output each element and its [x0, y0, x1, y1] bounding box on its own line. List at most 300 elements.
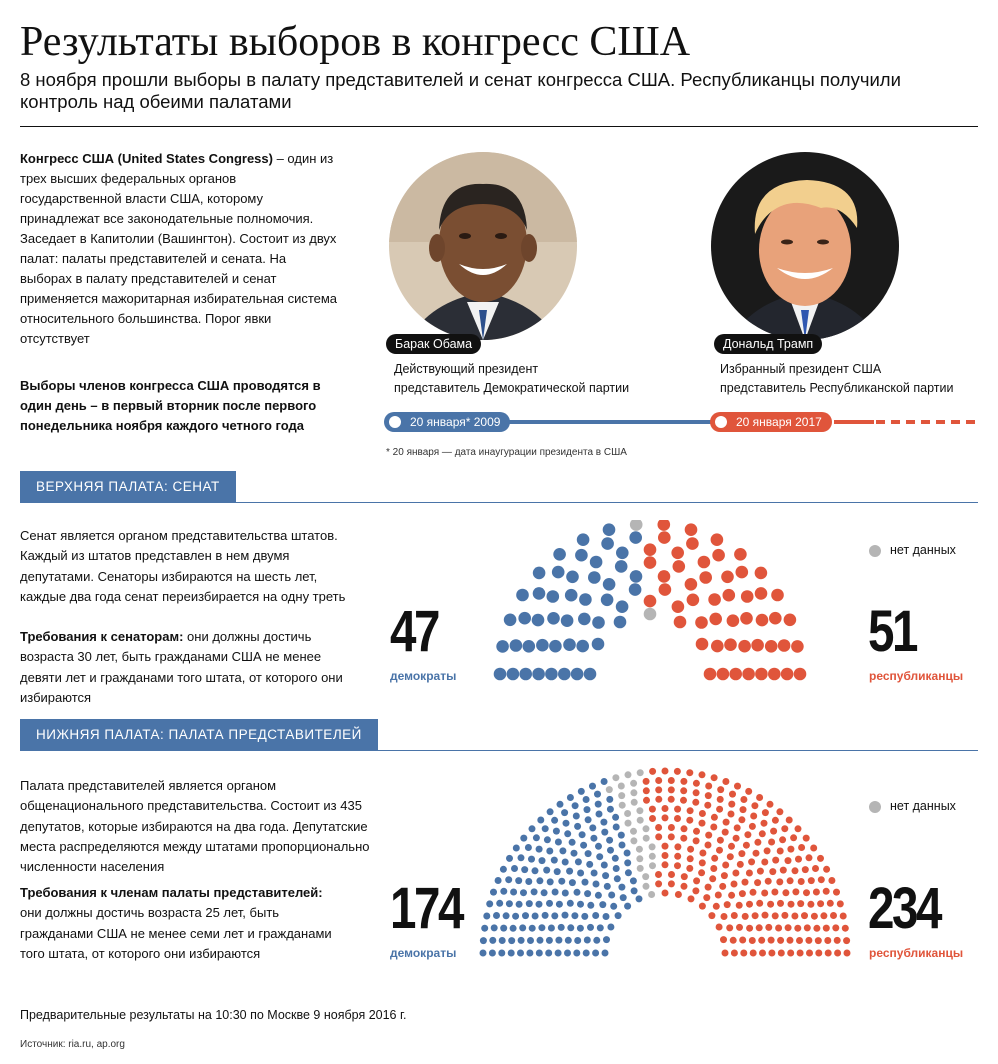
seat-republican [655, 871, 662, 878]
seat-republican [674, 815, 681, 822]
seat-republican [794, 668, 807, 681]
seat-democrat [552, 566, 565, 579]
seat-democrat [574, 937, 581, 944]
seat-no-data [612, 774, 619, 781]
seat-democrat [616, 600, 629, 613]
seat-republican [709, 875, 716, 882]
seat-republican [754, 839, 761, 846]
seat-republican [731, 912, 738, 919]
seat-democrat [567, 794, 574, 801]
seat-republican [779, 836, 786, 843]
seat-democrat [558, 924, 565, 931]
seat-republican [742, 668, 755, 681]
seat-republican [699, 571, 712, 584]
seat-democrat [612, 814, 619, 821]
seat-republican [750, 889, 757, 896]
seat-democrat [547, 808, 554, 815]
seat-democrat [536, 950, 543, 957]
seat-republican [815, 950, 822, 957]
seat-republican [764, 847, 771, 854]
seat-republican [662, 768, 669, 775]
seat-democrat [483, 913, 490, 920]
seat-republican [699, 903, 706, 910]
obama-portrait [389, 152, 577, 340]
seat-democrat [612, 855, 619, 862]
seat-republican [719, 883, 726, 890]
seat-democrat [629, 583, 642, 596]
seat-republican [687, 594, 700, 607]
seat-republican [686, 817, 693, 824]
seat-republican [775, 925, 782, 932]
seat-democrat [521, 866, 528, 873]
seat-no-data [618, 792, 625, 799]
seat-republican [644, 543, 657, 556]
senate-dem-label: демократы [390, 669, 457, 683]
seat-democrat [536, 877, 543, 884]
seat-republican [674, 862, 681, 869]
seat-democrat [587, 924, 594, 931]
seat-democrat [536, 846, 543, 853]
seat-republican [787, 950, 794, 957]
seat-republican [662, 890, 669, 897]
seat-republican [771, 589, 784, 602]
seat-democrat [523, 640, 536, 653]
seat-democrat [549, 640, 562, 653]
seat-democrat [512, 913, 519, 920]
seat-democrat [624, 903, 631, 910]
seat-republican [777, 848, 784, 855]
seat-democrat [508, 950, 515, 957]
seat-republican [728, 811, 735, 818]
seat-republican [722, 829, 729, 836]
seat-republican [740, 950, 747, 957]
seat-democrat [565, 937, 572, 944]
seat-republican [727, 614, 740, 627]
seat-republican [759, 830, 766, 837]
seat-democrat [553, 548, 566, 561]
seat-democrat [593, 881, 600, 888]
seat-republican [726, 924, 733, 931]
seat-democrat [584, 668, 597, 681]
seat-republican [674, 806, 681, 813]
seat-republican [739, 890, 746, 897]
seat-democrat [616, 547, 629, 560]
seat-democrat [533, 834, 540, 841]
seat-republican [655, 786, 662, 793]
seat-republican [736, 566, 749, 579]
seat-republican [820, 912, 827, 919]
seat-republican [681, 825, 688, 832]
obama-inauguration-date [384, 412, 510, 432]
seat-republican [686, 769, 693, 776]
house-section-line [20, 750, 978, 751]
seat-democrat [614, 616, 627, 629]
seat-republican [693, 828, 700, 835]
seat-republican [772, 817, 779, 824]
seat-no-data [644, 608, 657, 621]
seat-democrat [541, 889, 548, 896]
seat-republican [671, 547, 684, 560]
seat-democrat [480, 937, 487, 944]
intro-body: – один из трех высших федеральных органов государственной власти США, которому принадлежат все законодательные полномочия. Заседает в Капитолии (Вашингтон). Состоит из двух палат: палаты представителей и сената. На выборах в палату представителей и сенат применяется мажоритарная избирательная система относительного большинства. Порог явки отсутствует [20, 151, 338, 346]
seat-republican [717, 796, 724, 803]
seat-democrat [518, 854, 525, 861]
seat-democrat [584, 806, 591, 813]
seat-republican [801, 912, 808, 919]
seat-republican [728, 843, 735, 850]
seat-no-data [637, 769, 644, 776]
seat-republican [724, 638, 737, 651]
senate-rep-count: 51 [868, 599, 916, 664]
page-title: Результаты выборов в конгресс США [20, 19, 691, 65]
seat-democrat [552, 889, 559, 896]
seat-democrat [504, 614, 517, 627]
seat-republican [767, 801, 774, 808]
seat-democrat [579, 831, 586, 838]
seat-republican [749, 937, 756, 944]
seat-republican [832, 924, 839, 931]
seat-republican [734, 548, 747, 561]
seat-democrat [631, 887, 638, 894]
seat-republican [787, 846, 794, 853]
seat-democrat [491, 924, 498, 931]
seat-republican [765, 878, 772, 885]
seat-republican [813, 889, 820, 896]
seat-republican [807, 901, 814, 908]
seat-republican [756, 924, 763, 931]
seat-democrat [545, 668, 558, 681]
seat-republican [658, 520, 671, 531]
seat-democrat [551, 857, 558, 864]
seat-republican [734, 824, 741, 831]
seat-republican [787, 937, 794, 944]
seat-democrat [614, 875, 621, 882]
seat-republican [720, 936, 727, 943]
seat-republican [644, 556, 657, 569]
seat-republican [812, 865, 819, 872]
seat-no-data [631, 799, 638, 806]
senate-description: Сенат является органом представительства штатов. Каждый из штатов представлен в нем двумя депутатами. Сенаторы избираются на шесть лет, каждые два года сенат переизбирается на одну треть [20, 528, 346, 604]
seat-republican [792, 888, 799, 895]
seat-democrat [575, 858, 582, 865]
seat-no-data [636, 807, 643, 814]
seat-republican [802, 866, 809, 873]
seat-republican [686, 865, 693, 872]
seat-republican [751, 639, 764, 652]
seat-no-data [643, 835, 650, 842]
seat-republican [736, 902, 743, 909]
seat-democrat [599, 901, 606, 908]
seat-republican [696, 638, 709, 651]
seat-republican [722, 778, 729, 785]
seat-democrat [592, 912, 599, 919]
seat-republican [711, 533, 724, 546]
seat-republican [810, 845, 817, 852]
seat-republican [777, 937, 784, 944]
seat-democrat [495, 877, 502, 884]
senate-section-line [20, 502, 978, 503]
seat-no-data [642, 873, 649, 880]
seat-republican [710, 824, 717, 831]
house-req-label: Требования к членам палаты представителей: [20, 885, 323, 900]
seat-democrat [516, 901, 523, 908]
seat-republican [786, 817, 793, 824]
seat-republican [655, 777, 662, 784]
seat-democrat [573, 813, 580, 820]
seat-democrat [573, 950, 580, 957]
seat-republican [731, 881, 738, 888]
seat-democrat [538, 924, 545, 931]
seat-democrat [533, 587, 546, 600]
seat-democrat [542, 825, 549, 832]
seat-republican [717, 786, 724, 793]
seat-no-data [618, 783, 625, 790]
seat-republican [643, 787, 650, 794]
seat-no-data [630, 837, 637, 844]
seat-republican [644, 595, 657, 608]
seat-republican [769, 612, 782, 625]
seat-republican [738, 850, 745, 857]
seat-democrat [575, 549, 588, 562]
timeline-marker-icon [715, 416, 727, 428]
seat-democrat [499, 937, 506, 944]
seat-republican [699, 859, 706, 866]
seat-democrat [548, 925, 555, 932]
senate-dem-count: 47 [390, 599, 438, 664]
house-nodata-legend-label: нет данных [890, 799, 956, 813]
seat-democrat [630, 877, 637, 884]
seat-democrat [584, 890, 591, 897]
seat-republican [755, 567, 768, 580]
seat-republican [740, 806, 747, 813]
seat-republican [668, 824, 675, 831]
seat-republican [728, 801, 735, 808]
header-divider [20, 126, 978, 127]
seat-republican [731, 950, 738, 957]
seat-democrat [536, 901, 543, 908]
seat-democrat [581, 913, 588, 920]
seat-republican [723, 589, 736, 602]
seat-republican [805, 937, 812, 944]
seat-democrat [537, 937, 544, 944]
seat-democrat [555, 950, 562, 957]
seat-republican [680, 787, 687, 794]
seat-republican [813, 925, 820, 932]
seat-democrat [607, 847, 614, 854]
trump-description [720, 360, 953, 398]
seat-democrat [601, 862, 608, 869]
seat-democrat [585, 816, 592, 823]
seat-republican [759, 950, 766, 957]
seat-democrat [601, 537, 614, 550]
seat-republican [787, 877, 794, 884]
seat-democrat [590, 835, 597, 842]
seat-democrat [615, 912, 622, 919]
seat-democrat [585, 850, 592, 857]
intro-lead: Конгресс США (United States Congress) [20, 151, 273, 166]
seat-republican [756, 900, 763, 907]
seat-republican [834, 937, 841, 944]
seat-democrat [596, 811, 603, 818]
seat-democrat [592, 638, 605, 651]
seat-democrat [518, 937, 525, 944]
seat-no-data [649, 853, 656, 860]
seat-democrat [513, 845, 520, 852]
seat-republican [825, 950, 832, 957]
seat-republican [790, 834, 797, 841]
seat-democrat [564, 950, 571, 957]
seat-democrat [603, 936, 610, 943]
seat-republican [742, 879, 749, 886]
seat-democrat [546, 937, 553, 944]
seat-democrat [603, 578, 616, 591]
seat-democrat [624, 850, 631, 857]
seat-democrat [630, 570, 643, 583]
seat-democrat [486, 900, 493, 907]
seat-republican [768, 937, 775, 944]
house-req-text: они должны достичь возраста 25 лет, быть гражданами США не менее семи лет и гражданами того штата, от которого они избираются [20, 905, 332, 961]
seat-democrat [618, 832, 625, 839]
house-dem-count: 174 [390, 876, 462, 941]
seat-republican [668, 880, 675, 887]
seat-democrat [517, 950, 524, 957]
seat-republican [688, 895, 695, 902]
seat-republican [705, 842, 712, 849]
seat-democrat [583, 950, 590, 957]
seat-republican [705, 884, 712, 891]
seat-republican [768, 839, 775, 846]
seat-republican [798, 878, 805, 885]
page-subtitle: 8 ноября прошли выборы в палату представителей и сенат конгресса США. Республиканцы получили контроль над обеими палатами [20, 69, 901, 112]
seat-democrat [569, 839, 576, 846]
seat-republican [817, 900, 824, 907]
seat-republican [662, 861, 669, 868]
seat-republican [767, 901, 774, 908]
seat-republican [762, 809, 769, 816]
senate-section-header: ВЕРХНЯЯ ПАЛАТА: СЕНАТ [20, 471, 236, 503]
seat-republican [791, 913, 798, 920]
seat-democrat [480, 950, 487, 957]
seat-republican [692, 887, 699, 894]
seat-democrat [551, 912, 558, 919]
seat-democrat [507, 668, 520, 681]
seat-republican [668, 871, 675, 878]
timeline-marker-icon [389, 416, 401, 428]
seat-democrat [613, 865, 620, 872]
seat-republican [722, 950, 729, 957]
seat-republican [699, 850, 706, 857]
seat-republican [692, 799, 699, 806]
seat-republican [756, 614, 769, 627]
seat-republican [842, 925, 849, 932]
timeline-red-line [834, 420, 874, 424]
seat-republican [748, 858, 755, 865]
house-dem-label: демократы [390, 946, 457, 960]
seat-democrat [583, 796, 590, 803]
seat-republican [704, 802, 711, 809]
source-credit: Источник: ria.ru, ap.org [20, 1039, 125, 1050]
seat-republican [791, 640, 804, 653]
house-section-header: НИЖНЯЯ ПАЛАТА: ПАЛАТА ПРЕДСТАВИТЕЛЕЙ [20, 719, 378, 751]
seat-republican [655, 824, 662, 831]
seat-republican [675, 891, 682, 898]
seat-republican [685, 578, 698, 591]
seat-democrat [529, 925, 536, 932]
seat-republican [674, 843, 681, 850]
seat-democrat [546, 848, 553, 855]
seat-republican [730, 937, 737, 944]
seat-republican [755, 587, 768, 600]
seat-democrat [557, 801, 564, 808]
seat-democrat [529, 825, 536, 832]
obama-role: Действующий президент [394, 362, 539, 376]
seat-democrat [532, 867, 539, 874]
seat-democrat [489, 950, 496, 957]
seat-no-data [649, 843, 656, 850]
seat-republican [711, 640, 724, 653]
seat-republican [794, 925, 801, 932]
seat-republican [736, 924, 743, 931]
seat-republican [746, 870, 753, 877]
seat-democrat [618, 884, 625, 891]
seat-republican [776, 808, 783, 815]
seat-republican [772, 857, 779, 864]
house-nodata-legend-dot [869, 801, 881, 813]
house-rep-count: 234 [868, 876, 940, 941]
seat-democrat [542, 912, 549, 919]
seat-republican [828, 877, 835, 884]
seat-republican [844, 950, 851, 957]
seat-republican [727, 853, 734, 860]
seat-democrat [555, 937, 562, 944]
seat-democrat [564, 830, 571, 837]
senate-requirements [20, 627, 350, 708]
seat-republican [698, 869, 705, 876]
seat-republican [680, 778, 687, 785]
seat-democrat [604, 883, 611, 890]
seat-democrat [592, 950, 599, 957]
seat-republican [649, 815, 656, 822]
seat-republican [753, 850, 760, 857]
seat-republican [792, 867, 799, 874]
seat-no-data [649, 862, 656, 869]
seat-republican [833, 889, 840, 896]
seat-republican [808, 877, 815, 884]
seat-republican [716, 924, 723, 931]
seat-republican [729, 791, 736, 798]
seat-democrat [562, 912, 569, 919]
seat-republican [780, 867, 787, 874]
trump-party: представитель Республиканской партии [720, 381, 954, 395]
seat-republican [655, 796, 662, 803]
seat-republican [795, 825, 802, 832]
seat-democrat [498, 950, 505, 957]
seat-democrat [606, 796, 613, 803]
seat-republican [685, 523, 698, 536]
seat-democrat [532, 668, 545, 681]
inauguration-footnote: * 20 января — дата инаугурации президента в США [386, 447, 627, 458]
seat-republican [804, 924, 811, 931]
seat-democrat [519, 924, 526, 931]
seat-republican [681, 883, 688, 890]
seat-republican [762, 912, 769, 919]
seat-republican [709, 613, 722, 626]
seat-republican [830, 912, 837, 919]
seat-republican [721, 872, 728, 879]
seat-republican [716, 847, 723, 854]
seat-democrat [489, 937, 496, 944]
senate-req-text: они должны достичь возраста 30 лет, быть гражданами США не менее девяти лет и гражданами того штата, от которого они избираются [20, 629, 343, 705]
